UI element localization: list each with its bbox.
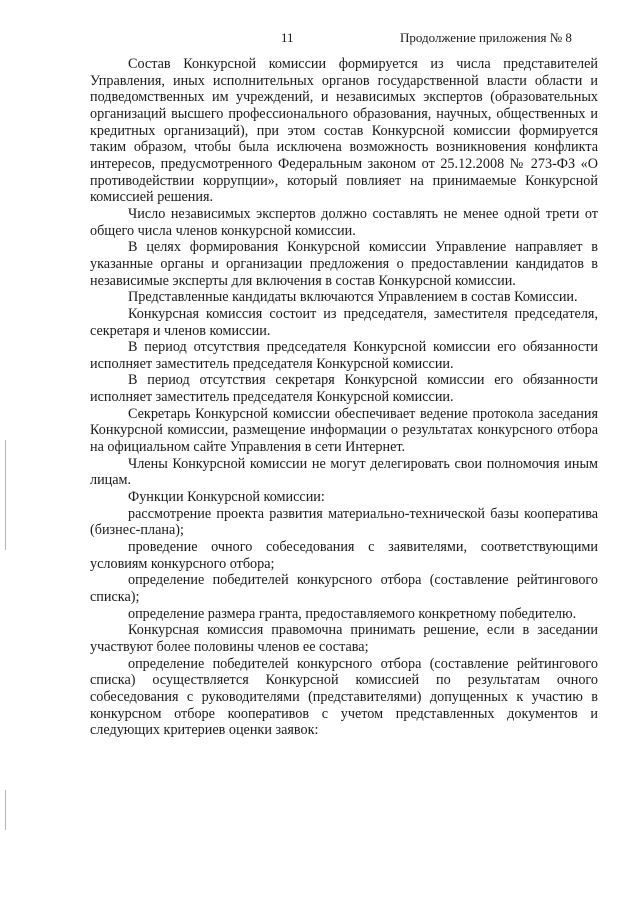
appendix-continuation-header: Продолжение приложения № 8 [400, 30, 572, 45]
paragraph-quorum: Конкурсная комиссия правомочна принимать решение, если в заседании участвуют более половины членов ее состава; [90, 622, 598, 655]
paragraph-commission-structure: Конкурсная комиссия состоит из председателя, заместителя председателя, секретаря и членов комиссии. [90, 305, 598, 339]
paragraph-candidates-inclusion: Представленные кандидаты включаются Управлением в состав Комиссии. [128, 289, 578, 306]
scan-margin-mark [5, 440, 6, 550]
paragraph-winner-determination: определение победителей конкурсного отбора (составление рейтингового списка) осуществляется Конкурсной комиссией по результатам очного собеседования с руководителями (представителями) допущенных к участию в конкурсном отборе кооперативов с учетом представленных документов и следующих критериев оценки заявок: [90, 655, 598, 739]
scan-margin-mark [5, 790, 6, 830]
paragraph-chair-absence: В период отсутствия председателя Конкурсной комиссии его обязанности исполняет заместитель председателя Конкурсной комиссии. [90, 339, 598, 372]
paragraph-commission-composition: Состав Конкурсной комиссии формируется из числа представителей Управления, иных исполнительных органов государственной власти области и подведомственных им учреждений, и независимых экспертов (образовательных организаций высшего профессионального образования, научных, общественных и кредитных организаций), при этом состав Конкурсной комиссии формируется таким образом, чтобы была исключена возможность возникновения конфликта интересов, предусмотренного Федеральным законом от 25.12.2008 № 273-ФЗ «О противодействии коррупции», который повлияет на принимаемые Конкурсной комиссией решения. [90, 56, 598, 206]
paragraph-functions-heading: Функции Конкурсной комиссии: [128, 489, 325, 506]
page-number: 11 [281, 30, 294, 45]
function-item-grant-size: определение размера гранта, предоставляемого конкретному победителю. [128, 605, 577, 622]
paragraph-no-delegation: Члены Конкурсной комиссии не могут делегировать свои полномочия иным лицам. [90, 455, 598, 489]
function-item-winners: определение победителей конкурсного отбора (составление рейтингового списка); [90, 572, 598, 605]
paragraph-candidate-proposals: В целях формирования Конкурсной комиссии Управление направляет в указанные органы и организации предложения о предоставлении кандидатов в независимые эксперты для включения в состав Конкурсной комиссии. [90, 239, 598, 289]
document-body [90, 56, 598, 739]
function-item-interview: проведение очного собеседования с заявителями, соответствующими условиям конкурсного отбора; [90, 539, 598, 572]
paragraph-independent-experts: Число независимых экспертов должно составлять не менее одной трети от общего числа членов конкурсной комиссии. [90, 205, 598, 239]
function-item-project-review: рассмотрение проекта развития материально-технической базы кооператива (бизнес-плана); [90, 505, 598, 539]
paragraph-secretary-duties: Секретарь Конкурсной комиссии обеспечивает ведение протокола заседания Конкурсной комиссии, размещение информации о результатах конкурсного отбора на официальном сайте Управления в сети Интернет. [90, 405, 598, 456]
paragraph-secretary-absence: В период отсутствия секретаря Конкурсной комиссии его обязанности исполняет заместитель председателя Конкурсной комиссии. [90, 372, 598, 406]
